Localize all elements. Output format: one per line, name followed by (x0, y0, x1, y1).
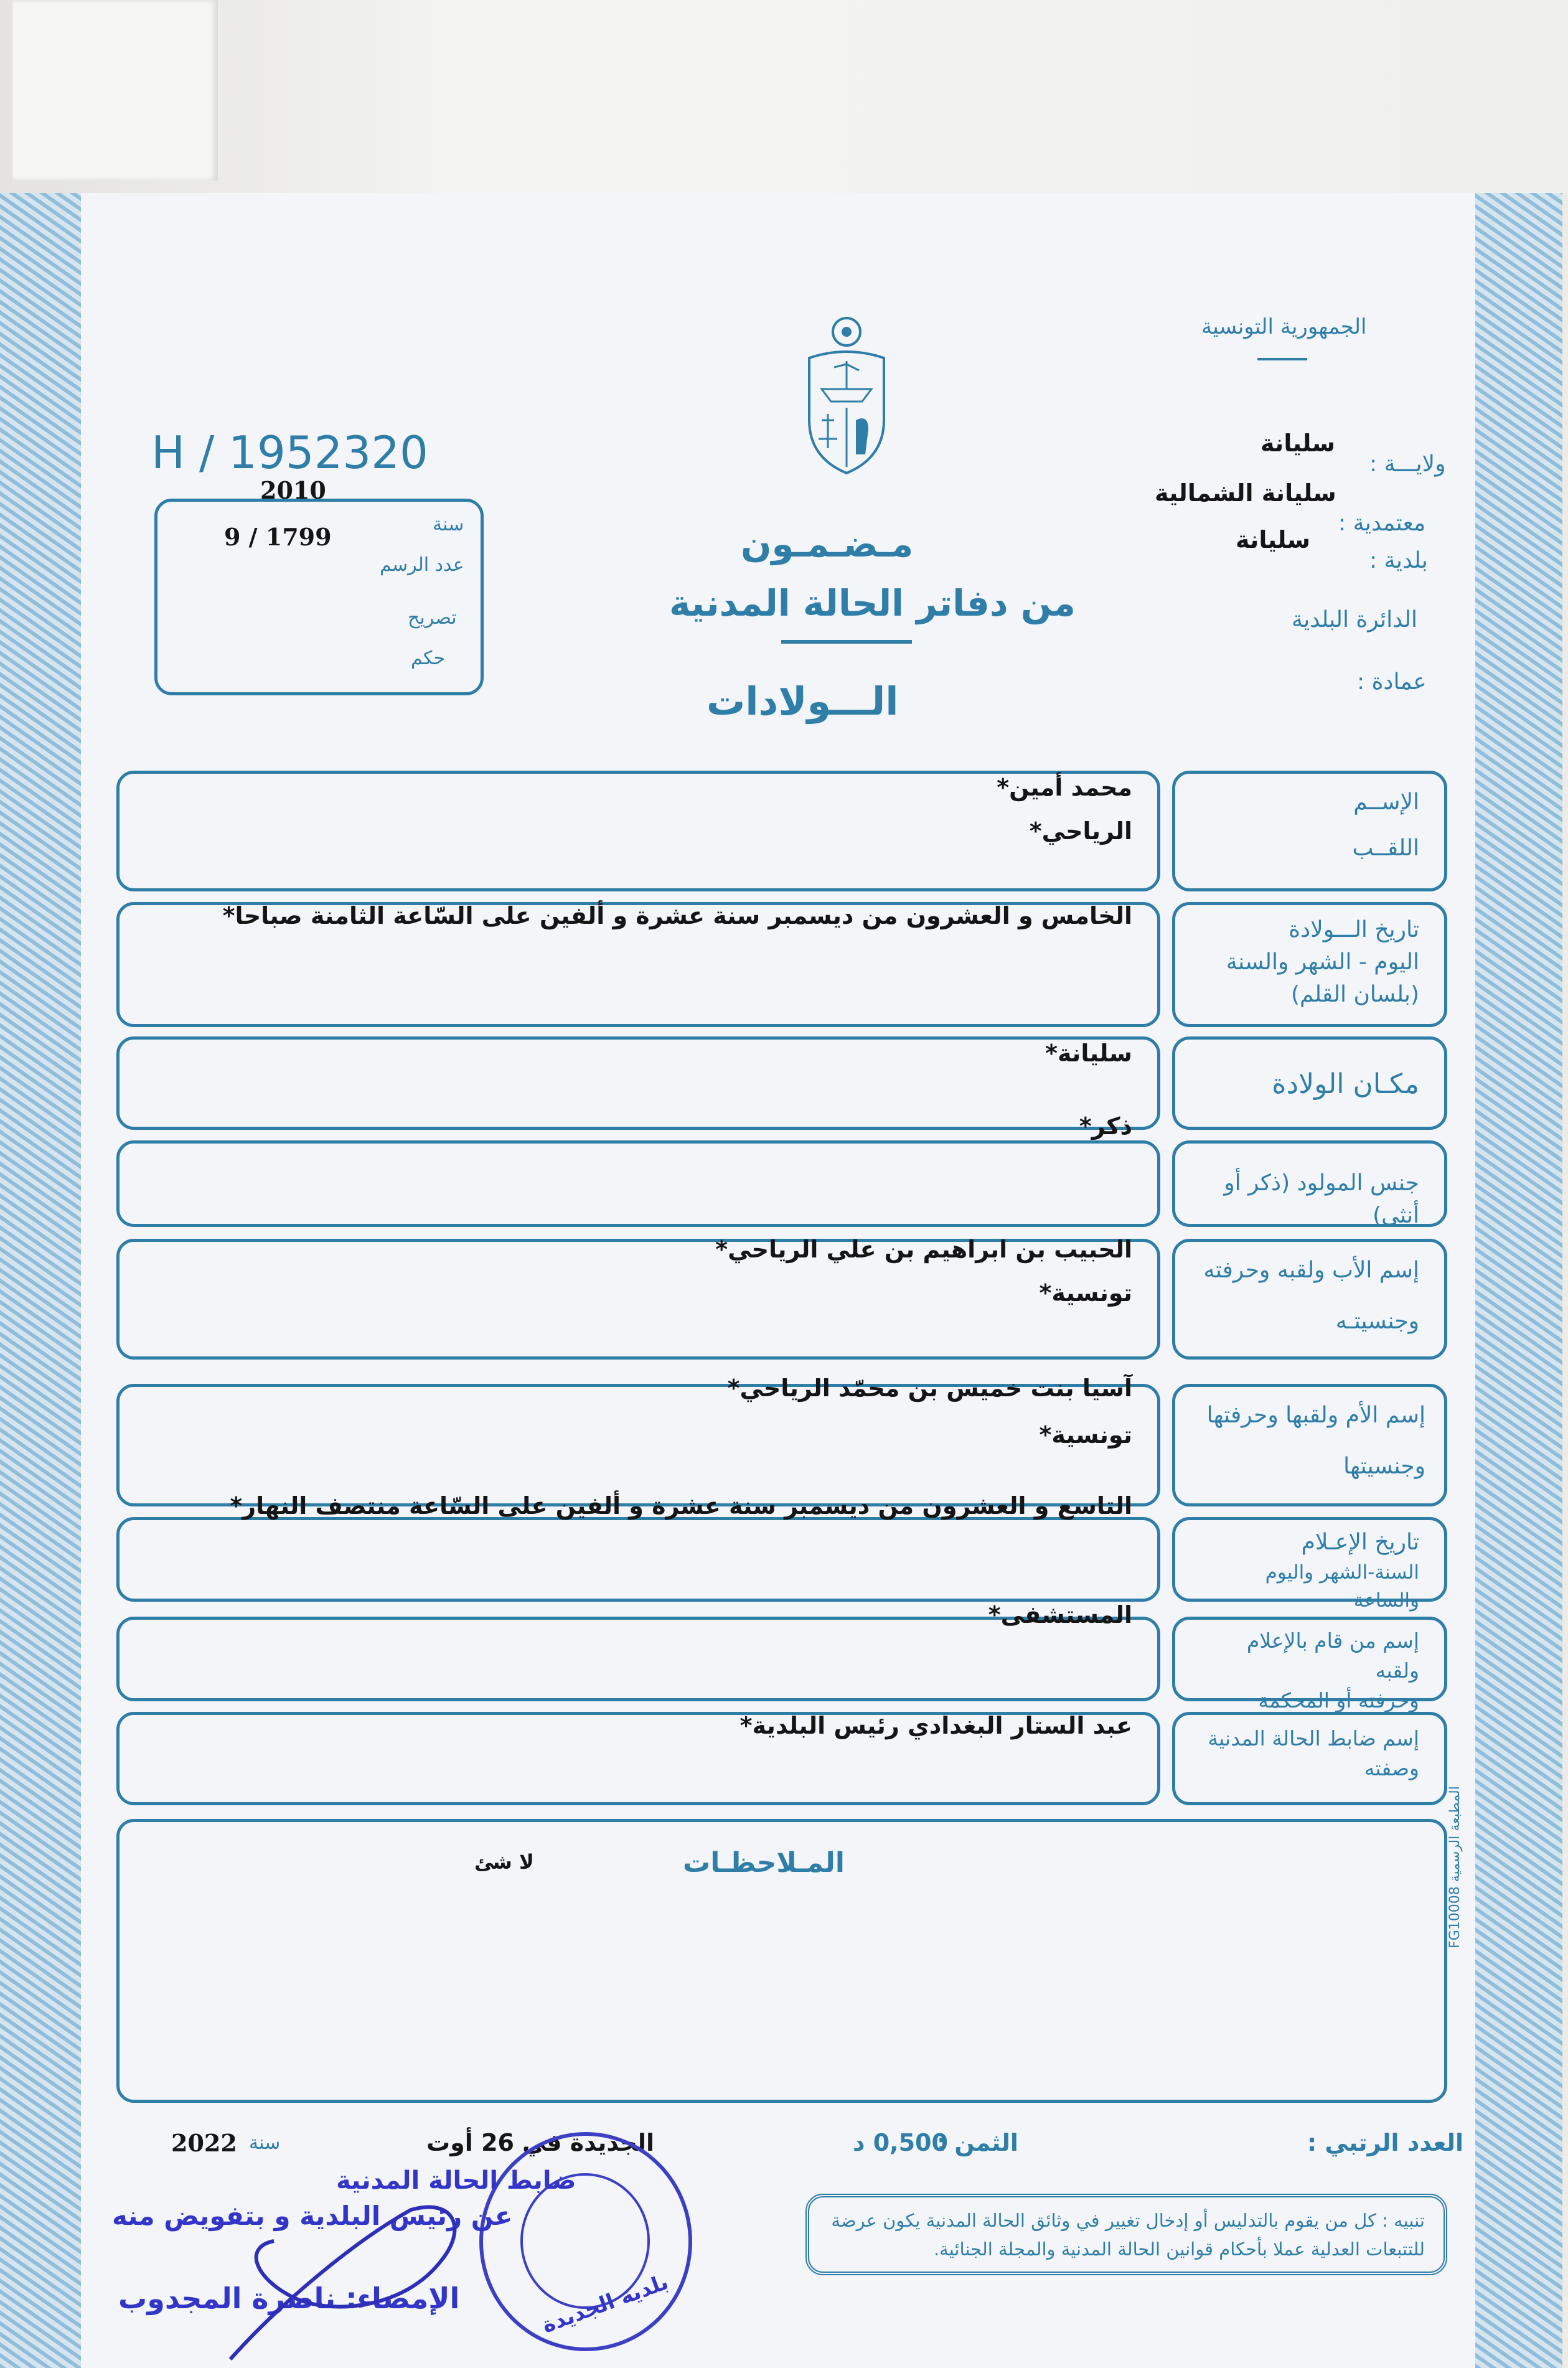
declaration-date-value: التاسع و العشرون من ديسمبر سنة عشرة و ألفين على السّاعة منتصف النهار* (230, 1492, 1132, 1520)
father-label-sub: وجنسيتـه (1335, 1309, 1419, 1335)
scan-background (0, 0, 1568, 193)
birthplace-label: مكـان الولادة (1272, 1068, 1419, 1100)
row-mother-value-box (116, 1374, 1160, 1506)
governorate-value: سليانة (1261, 430, 1335, 457)
price-label: الثمن : (937, 2129, 1018, 2156)
row-sex-value-box (116, 1112, 1160, 1227)
row-declarant-label-box (1172, 1617, 1447, 1713)
row-birthplace-value-box (116, 1036, 1160, 1130)
birthdate-label-sub: اليوم - الشهر والسنة (1226, 949, 1419, 975)
birthdate-label-note: (بلسان القلم) (1290, 982, 1419, 1008)
father-nationality-value: تونسية* (1039, 1279, 1132, 1307)
row-name-value-box (116, 771, 1160, 891)
record-number-value: 9 / 1799 (224, 523, 332, 551)
officer-label-sub: وصفته (1364, 1755, 1419, 1780)
printer-mark: المطبعة الرسمية FG10008 (1447, 1786, 1463, 1948)
row-officer-label-box (1172, 1712, 1447, 1805)
officer-label: إسم ضابط الحالة المدنية (1208, 1726, 1419, 1750)
municipality-value: سليانة (1236, 526, 1310, 553)
signature-name: الإمضاء: ناصرة المجدوب (118, 2281, 460, 2315)
father-value: الحبيب بن ابراهيم بن علي الرياحي* (715, 1236, 1132, 1263)
surname-label: اللقــب (1352, 835, 1419, 862)
delegation-label: معتمدية : (1338, 510, 1426, 536)
handwritten-signature (205, 2204, 517, 2366)
paper-scrap (12, 0, 218, 181)
row-declarant-value-box (116, 1601, 1160, 1701)
mother-label: إسم الأم ولقبها وحرفتها (1206, 1402, 1425, 1428)
serial-count-label: العدد الرتبي : (1307, 2129, 1464, 2156)
declarant-label-sub: وحرفته أو المحكمة (1258, 1688, 1419, 1713)
row-declaration-date-label-box (1172, 1517, 1447, 1612)
tunisia-emblem (797, 314, 896, 476)
title-births: الـــولادات (707, 679, 899, 724)
delegation-value: سليانة الشمالية (1155, 479, 1336, 507)
governorate-label: ولايـــة : (1369, 451, 1446, 477)
row-mother-label-box (1172, 1384, 1447, 1506)
legal-notice-line-1: تنبيه : كل من يقوم بالتدليس أو إدخال تغيير في وثائق الحالة المدنية يكون عرضة (831, 2210, 1425, 2231)
row-declaration-date-value-box (116, 1492, 1160, 1602)
mother-value: آسيا بنت خميس بن محمّد الرياحي* (727, 1374, 1132, 1402)
imada-label: عمادة : (1357, 669, 1427, 695)
father-label: إسم الأب ولقبه وحرفته (1203, 1257, 1419, 1283)
serial-number-text: H / 1952320 (151, 426, 428, 479)
price-value: 0,500 د (853, 2129, 948, 2156)
title-summary: مـضـمـون (741, 523, 914, 565)
municipality-label: بلدية : (1369, 548, 1428, 573)
title-underline (781, 640, 912, 644)
title-registers: من دفاتر الحالة المدنية (669, 582, 1076, 624)
first-name-value: محمد أمين* (997, 774, 1132, 801)
remarks-box (116, 1819, 1447, 2103)
year-value: 2022 (171, 2129, 237, 2157)
record-year: 2010 (260, 476, 326, 504)
judgment-label: حكم (411, 647, 446, 669)
row-birthplace-label-box (1172, 1036, 1447, 1130)
guilloche-border-left (0, 193, 81, 2368)
stamp-text: بلدية الجديدة (538, 2269, 672, 2339)
district-label: الدائرة البلدية (1292, 607, 1418, 632)
declarant-label: إسم من قام بالإعلام ولقبه (1246, 1628, 1419, 1683)
record-number-label: عدد الرسم (380, 554, 464, 576)
signature-delegation: عن رئيس البلدية و بتفويض منه (112, 2201, 513, 2231)
row-father-value-box (116, 1236, 1160, 1360)
row-birthdate-label-box (1172, 902, 1447, 1027)
sex-label: جنس المولود (ذكر أو أنثى) (1224, 1170, 1419, 1229)
birthdate-label: تاريخ الـــولادة (1289, 917, 1419, 942)
row-officer-value-box (116, 1712, 1160, 1805)
serial-number (151, 426, 428, 479)
mother-label-sub: وجنسيتها (1343, 1454, 1425, 1480)
row-father-label-box (1172, 1239, 1447, 1360)
birthdate-value: الخامس و العشرون من ديسمبر سنة عشرة و ألفين على السّاعة الثامنة صباحا* (222, 902, 1132, 929)
officer-value: عبد الستار البغدادي رئيس البلدية* (739, 1712, 1132, 1739)
surname-value: الرياحي* (1029, 817, 1132, 845)
declaration-date-label: تاريخ الإعـلام (1301, 1529, 1419, 1555)
remarks-label: المـلاحظـات (683, 1847, 845, 1879)
republic-label: الجمهورية التونسية (1201, 314, 1367, 339)
birthplace-value: سليانة* (1045, 1040, 1132, 1067)
mother-nationality-value: تونسية* (1039, 1421, 1132, 1449)
signature-title: ضابط الحالة المدنية (336, 2166, 576, 2195)
remarks-value: لا شئ (474, 1850, 534, 1874)
declaration-date-label-sub: السنة-الشهر واليوم والساعة (1265, 1561, 1419, 1612)
sex-value: ذكر* (1079, 1112, 1132, 1140)
year-label: سنة (249, 2132, 281, 2154)
declaration-label: تصريح (408, 607, 457, 629)
legal-notice-line-2: للتتبعات العدلية عملا بأحكام قوانين الحالة المدنية والمجلة الجنائية. (933, 2239, 1425, 2260)
record-year-label: سنة (433, 514, 464, 535)
header-divider (1257, 358, 1307, 360)
place-date: الجديدة في 26 أوت (426, 2129, 655, 2156)
row-sex-label-box (1172, 1140, 1447, 1227)
guilloche-border-right (1475, 193, 1562, 2368)
first-name-label: الإســم (1353, 789, 1419, 815)
declarant-value: المستشفى* (988, 1601, 1132, 1628)
legal-notice-box (805, 2194, 1447, 2275)
row-birthdate-value-box (116, 902, 1160, 1027)
row-name-label-box (1172, 771, 1447, 891)
